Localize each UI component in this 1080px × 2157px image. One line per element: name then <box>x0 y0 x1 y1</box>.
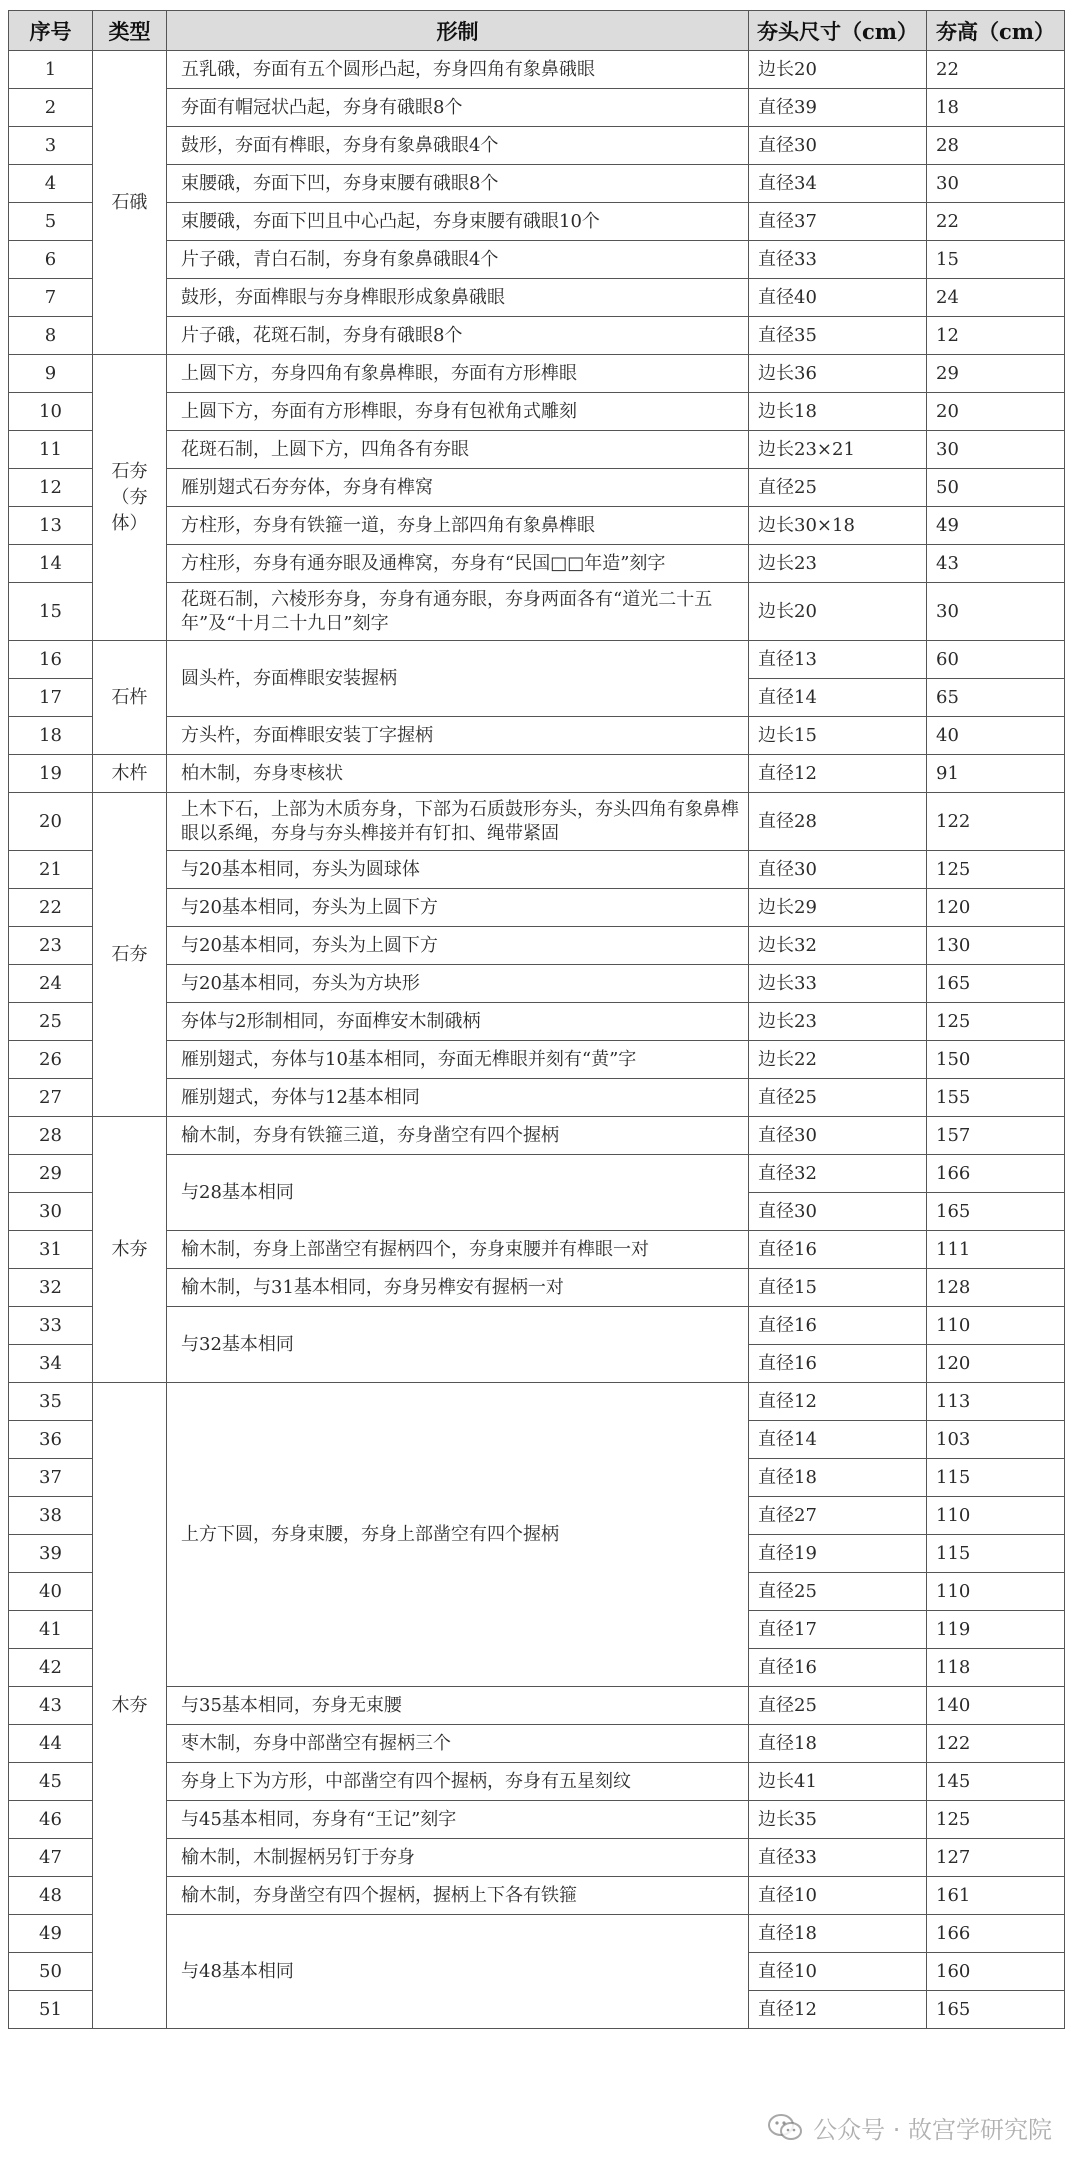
table-row <box>9 165 1065 203</box>
table-row <box>9 317 1065 355</box>
row-index: 12 <box>9 469 93 507</box>
row-form: 与20基本相同，夯头为方块形 <box>167 965 749 1003</box>
row-height: 115 <box>927 1459 1065 1497</box>
table-row <box>9 851 1065 889</box>
row-head-size: 边长32 <box>749 927 927 965</box>
row-head-size: 直径10 <box>749 1877 927 1915</box>
table-row <box>9 1041 1065 1079</box>
row-height: 165 <box>927 1193 1065 1231</box>
row-height: 128 <box>927 1269 1065 1307</box>
table-row <box>9 241 1065 279</box>
row-head-size: 直径27 <box>749 1497 927 1535</box>
row-height: 119 <box>927 1611 1065 1649</box>
row-head-size: 直径18 <box>749 1915 927 1953</box>
row-height: 60 <box>927 641 1065 679</box>
row-form: 榆木制，与31基本相同，夯身另榫安有握柄一对 <box>167 1269 749 1307</box>
row-form: 上圆下方，夯面有方形榫眼，夯身有包袱角式雕刻 <box>167 393 749 431</box>
row-form: 榆木制，夯身凿空有四个握柄，握柄上下各有铁箍 <box>167 1877 749 1915</box>
watermark-text: 公众号 · 故宫学研究院 <box>813 2116 1052 2144</box>
row-index: 17 <box>9 679 93 717</box>
row-head-size: 直径10 <box>749 1953 927 1991</box>
row-form: 夯体与2形制相同，夯面榫安木制硪柄 <box>167 1003 749 1041</box>
row-head-size: 直径18 <box>749 1725 927 1763</box>
table-header-row <box>9 11 1065 51</box>
row-head-size: 直径12 <box>749 1383 927 1421</box>
row-type: 木夯 <box>93 1383 167 2029</box>
row-index: 30 <box>9 1193 93 1231</box>
row-head-size: 直径25 <box>749 1573 927 1611</box>
row-height: 122 <box>927 1725 1065 1763</box>
row-height: 120 <box>927 889 1065 927</box>
row-index: 35 <box>9 1383 93 1421</box>
row-head-size: 边长23 <box>749 1003 927 1041</box>
row-index: 22 <box>9 889 93 927</box>
row-form: 上木下石，上部为木质夯身，下部为石质鼓形夯头，夯头四角有象鼻榫眼以系绳，夯身与夯头榫接并有钉扣、绳带紧固 <box>167 793 749 851</box>
row-height: 22 <box>927 51 1065 89</box>
row-form: 雁别翅式，夯体与12基本相同 <box>167 1079 749 1117</box>
row-index: 7 <box>9 279 93 317</box>
row-form: 与28基本相同 <box>167 1155 749 1231</box>
column-header-height: 夯高（cm） <box>927 11 1065 51</box>
row-type: 木夯 <box>93 1117 167 1383</box>
row-index: 47 <box>9 1839 93 1877</box>
row-height: 30 <box>927 431 1065 469</box>
row-head-size: 直径17 <box>749 1611 927 1649</box>
table-row <box>9 755 1065 793</box>
row-height: 110 <box>927 1497 1065 1535</box>
row-index: 43 <box>9 1687 93 1725</box>
row-height: 118 <box>927 1649 1065 1687</box>
row-height: 40 <box>927 717 1065 755</box>
row-head-size: 直径18 <box>749 1459 927 1497</box>
table-row <box>9 1763 1065 1801</box>
row-form: 与45基本相同，夯身有“王记”刻字 <box>167 1801 749 1839</box>
row-index: 1 <box>9 51 93 89</box>
row-head-size: 直径40 <box>749 279 927 317</box>
table-row <box>9 1725 1065 1763</box>
table-row <box>9 1307 1065 1345</box>
table-row <box>9 203 1065 241</box>
row-height: 22 <box>927 203 1065 241</box>
row-head-size: 直径33 <box>749 1839 927 1877</box>
row-index: 27 <box>9 1079 93 1117</box>
row-type: 石夯（夯体） <box>93 355 167 641</box>
row-type: 石硪 <box>93 51 167 355</box>
row-head-size: 边长30×18 <box>749 507 927 545</box>
row-index: 6 <box>9 241 93 279</box>
row-type: 石杵 <box>93 641 167 755</box>
row-head-size: 边长29 <box>749 889 927 927</box>
row-height: 140 <box>927 1687 1065 1725</box>
row-head-size: 直径19 <box>749 1535 927 1573</box>
table-row <box>9 793 1065 851</box>
table-row <box>9 1383 1065 1421</box>
column-header-head-size: 夯头尺寸（cm） <box>749 11 927 51</box>
column-header-type: 类型 <box>93 11 167 51</box>
row-height: 130 <box>927 927 1065 965</box>
row-index: 9 <box>9 355 93 393</box>
row-height: 122 <box>927 793 1065 851</box>
row-index: 45 <box>9 1763 93 1801</box>
column-header-index: 序号 <box>9 11 93 51</box>
row-head-size: 直径32 <box>749 1155 927 1193</box>
row-head-size: 直径33 <box>749 241 927 279</box>
row-form: 花斑石制，六棱形夯身，夯身有通夯眼，夯身两面各有“道光二十五年”及“十月二十九日”刻字 <box>167 583 749 641</box>
row-head-size: 直径13 <box>749 641 927 679</box>
row-head-size: 直径30 <box>749 1193 927 1231</box>
row-height: 125 <box>927 1003 1065 1041</box>
row-head-size: 直径25 <box>749 469 927 507</box>
table-row <box>9 393 1065 431</box>
row-form: 夯身上下为方形，中部凿空有四个握柄，夯身有五星刻纹 <box>167 1763 749 1801</box>
row-head-size: 边长41 <box>749 1763 927 1801</box>
row-height: 28 <box>927 127 1065 165</box>
row-head-size: 直径25 <box>749 1687 927 1725</box>
row-head-size: 边长23 <box>749 545 927 583</box>
row-head-size: 直径12 <box>749 1991 927 2029</box>
row-form: 片子硪，青白石制，夯身有象鼻硪眼4个 <box>167 241 749 279</box>
row-form: 与32基本相同 <box>167 1307 749 1383</box>
table-row <box>9 1687 1065 1725</box>
row-height: 15 <box>927 241 1065 279</box>
table-row <box>9 1003 1065 1041</box>
row-form: 上方下圆，夯身束腰，夯身上部凿空有四个握柄 <box>167 1383 749 1687</box>
row-height: 165 <box>927 965 1065 1003</box>
table-row <box>9 1079 1065 1117</box>
row-height: 12 <box>927 317 1065 355</box>
row-head-size: 边长23×21 <box>749 431 927 469</box>
row-head-size: 边长35 <box>749 1801 927 1839</box>
table-row <box>9 127 1065 165</box>
row-index: 20 <box>9 793 93 851</box>
table-row <box>9 51 1065 89</box>
row-height: 161 <box>927 1877 1065 1915</box>
row-height: 18 <box>927 89 1065 127</box>
table-row <box>9 1877 1065 1915</box>
row-index: 5 <box>9 203 93 241</box>
table-row <box>9 355 1065 393</box>
rammer-catalog-table <box>8 10 1065 2029</box>
row-head-size: 边长18 <box>749 393 927 431</box>
row-index: 42 <box>9 1649 93 1687</box>
row-form: 柏木制，夯身枣核状 <box>167 755 749 793</box>
row-height: 165 <box>927 1991 1065 2029</box>
row-height: 110 <box>927 1307 1065 1345</box>
row-height: 20 <box>927 393 1065 431</box>
column-header-form: 形制 <box>167 11 749 51</box>
row-form: 方柱形，夯身有铁箍一道，夯身上部四角有象鼻榫眼 <box>167 507 749 545</box>
row-head-size: 直径37 <box>749 203 927 241</box>
table-row <box>9 1117 1065 1155</box>
row-head-size: 边长15 <box>749 717 927 755</box>
row-type: 木杵 <box>93 755 167 793</box>
row-height: 65 <box>927 679 1065 717</box>
row-form: 鼓形，夯面榫眼与夯身榫眼形成象鼻硪眼 <box>167 279 749 317</box>
table-row <box>9 545 1065 583</box>
row-index: 37 <box>9 1459 93 1497</box>
row-form: 与20基本相同，夯头为上圆下方 <box>167 927 749 965</box>
table-row <box>9 1269 1065 1307</box>
row-form: 圆头杵，夯面榫眼安装握柄 <box>167 641 749 717</box>
row-head-size: 直径16 <box>749 1649 927 1687</box>
row-index: 8 <box>9 317 93 355</box>
row-form: 五乳硪，夯面有五个圆形凸起，夯身四角有象鼻硪眼 <box>167 51 749 89</box>
row-head-size: 直径16 <box>749 1307 927 1345</box>
row-index: 31 <box>9 1231 93 1269</box>
row-form: 束腰硪，夯面下凹，夯身束腰有硪眼8个 <box>167 165 749 203</box>
row-head-size: 直径15 <box>749 1269 927 1307</box>
table-row <box>9 717 1065 755</box>
row-height: 125 <box>927 1801 1065 1839</box>
row-head-size: 边长20 <box>749 51 927 89</box>
row-head-size: 直径39 <box>749 89 927 127</box>
row-index: 39 <box>9 1535 93 1573</box>
row-form: 花斑石制，上圆下方，四角各有夯眼 <box>167 431 749 469</box>
row-index: 15 <box>9 583 93 641</box>
row-height: 30 <box>927 583 1065 641</box>
row-height: 155 <box>927 1079 1065 1117</box>
row-index: 19 <box>9 755 93 793</box>
row-height: 110 <box>927 1573 1065 1611</box>
row-form: 夯面有帽冠状凸起，夯身有硪眼8个 <box>167 89 749 127</box>
row-height: 49 <box>927 507 1065 545</box>
artifact-table-container <box>8 10 1064 2029</box>
table-row <box>9 583 1065 641</box>
row-form: 榆木制，夯身上部凿空有握柄四个，夯身束腰并有榫眼一对 <box>167 1231 749 1269</box>
row-height: 43 <box>927 545 1065 583</box>
row-index: 33 <box>9 1307 93 1345</box>
row-form: 鼓形，夯面有榫眼，夯身有象鼻硪眼4个 <box>167 127 749 165</box>
row-index: 3 <box>9 127 93 165</box>
table-row <box>9 431 1065 469</box>
row-form: 与35基本相同，夯身无束腰 <box>167 1687 749 1725</box>
table-row <box>9 889 1065 927</box>
row-index: 50 <box>9 1953 93 1991</box>
row-height: 125 <box>927 851 1065 889</box>
row-index: 28 <box>9 1117 93 1155</box>
row-height: 157 <box>927 1117 1065 1155</box>
watermark <box>767 2110 1052 2145</box>
row-height: 145 <box>927 1763 1065 1801</box>
row-head-size: 直径16 <box>749 1231 927 1269</box>
row-height: 113 <box>927 1383 1065 1421</box>
row-height: 29 <box>927 355 1065 393</box>
row-head-size: 直径35 <box>749 317 927 355</box>
table-row <box>9 507 1065 545</box>
row-form: 雁别翅式石夯夯体，夯身有榫窝 <box>167 469 749 507</box>
row-index: 14 <box>9 545 93 583</box>
row-head-size: 直径30 <box>749 851 927 889</box>
row-form: 与48基本相同 <box>167 1915 749 2029</box>
row-index: 36 <box>9 1421 93 1459</box>
row-index: 40 <box>9 1573 93 1611</box>
row-height: 120 <box>927 1345 1065 1383</box>
row-index: 24 <box>9 965 93 1003</box>
table-row <box>9 1839 1065 1877</box>
row-index: 49 <box>9 1915 93 1953</box>
row-index: 4 <box>9 165 93 203</box>
row-form: 片子硪，花斑石制，夯身有硪眼8个 <box>167 317 749 355</box>
row-index: 13 <box>9 507 93 545</box>
table-row <box>9 279 1065 317</box>
row-index: 46 <box>9 1801 93 1839</box>
row-form: 榆木制，木制握柄另钉于夯身 <box>167 1839 749 1877</box>
row-form: 束腰硪，夯面下凹且中心凸起，夯身束腰有硪眼10个 <box>167 203 749 241</box>
row-head-size: 边长36 <box>749 355 927 393</box>
row-head-size: 直径14 <box>749 679 927 717</box>
row-form: 榆木制，夯身有铁箍三道，夯身凿空有四个握柄 <box>167 1117 749 1155</box>
table-row <box>9 1801 1065 1839</box>
row-index: 26 <box>9 1041 93 1079</box>
row-index: 23 <box>9 927 93 965</box>
row-index: 41 <box>9 1611 93 1649</box>
row-height: 111 <box>927 1231 1065 1269</box>
table-row <box>9 89 1065 127</box>
row-height: 30 <box>927 165 1065 203</box>
table-row <box>9 641 1065 679</box>
row-height: 103 <box>927 1421 1065 1459</box>
row-head-size: 直径30 <box>749 1117 927 1155</box>
row-height: 127 <box>927 1839 1065 1877</box>
row-index: 10 <box>9 393 93 431</box>
row-height: 160 <box>927 1953 1065 1991</box>
row-index: 38 <box>9 1497 93 1535</box>
row-index: 48 <box>9 1877 93 1915</box>
table-body <box>9 51 1065 2029</box>
row-index: 2 <box>9 89 93 127</box>
row-height: 91 <box>927 755 1065 793</box>
row-head-size: 边长22 <box>749 1041 927 1079</box>
row-index: 11 <box>9 431 93 469</box>
row-form: 枣木制，夯身中部凿空有握柄三个 <box>167 1725 749 1763</box>
row-head-size: 直径14 <box>749 1421 927 1459</box>
row-index: 16 <box>9 641 93 679</box>
table-row <box>9 1915 1065 1953</box>
row-height: 115 <box>927 1535 1065 1573</box>
row-index: 32 <box>9 1269 93 1307</box>
row-type: 石夯 <box>93 793 167 1117</box>
row-index: 18 <box>9 717 93 755</box>
row-height: 166 <box>927 1155 1065 1193</box>
table-row <box>9 927 1065 965</box>
row-form: 上圆下方，夯身四角有象鼻榫眼，夯面有方形榫眼 <box>167 355 749 393</box>
row-height: 24 <box>927 279 1065 317</box>
row-form: 与20基本相同，夯头为上圆下方 <box>167 889 749 927</box>
row-head-size: 直径28 <box>749 793 927 851</box>
row-head-size: 边长33 <box>749 965 927 1003</box>
row-height: 166 <box>927 1915 1065 1953</box>
row-index: 51 <box>9 1991 93 2029</box>
row-form: 方头杵，夯面榫眼安装丁字握柄 <box>167 717 749 755</box>
row-height: 50 <box>927 469 1065 507</box>
row-form: 雁别翅式，夯体与10基本相同，夯面无榫眼并刻有“黄”字 <box>167 1041 749 1079</box>
table-row <box>9 1155 1065 1193</box>
row-index: 29 <box>9 1155 93 1193</box>
row-form: 方柱形，夯身有通夯眼及通榫窝，夯身有“民国□□年造”刻字 <box>167 545 749 583</box>
row-index: 21 <box>9 851 93 889</box>
row-head-size: 边长20 <box>749 583 927 641</box>
wechat-icon <box>767 2113 803 2143</box>
table-row <box>9 469 1065 507</box>
row-index: 44 <box>9 1725 93 1763</box>
row-head-size: 直径16 <box>749 1345 927 1383</box>
row-head-size: 直径12 <box>749 755 927 793</box>
row-index: 34 <box>9 1345 93 1383</box>
row-head-size: 直径34 <box>749 165 927 203</box>
row-height: 150 <box>927 1041 1065 1079</box>
row-form: 与20基本相同，夯头为圆球体 <box>167 851 749 889</box>
row-index: 25 <box>9 1003 93 1041</box>
row-head-size: 直径25 <box>749 1079 927 1117</box>
table-row <box>9 1231 1065 1269</box>
row-head-size: 直径30 <box>749 127 927 165</box>
table-row <box>9 965 1065 1003</box>
